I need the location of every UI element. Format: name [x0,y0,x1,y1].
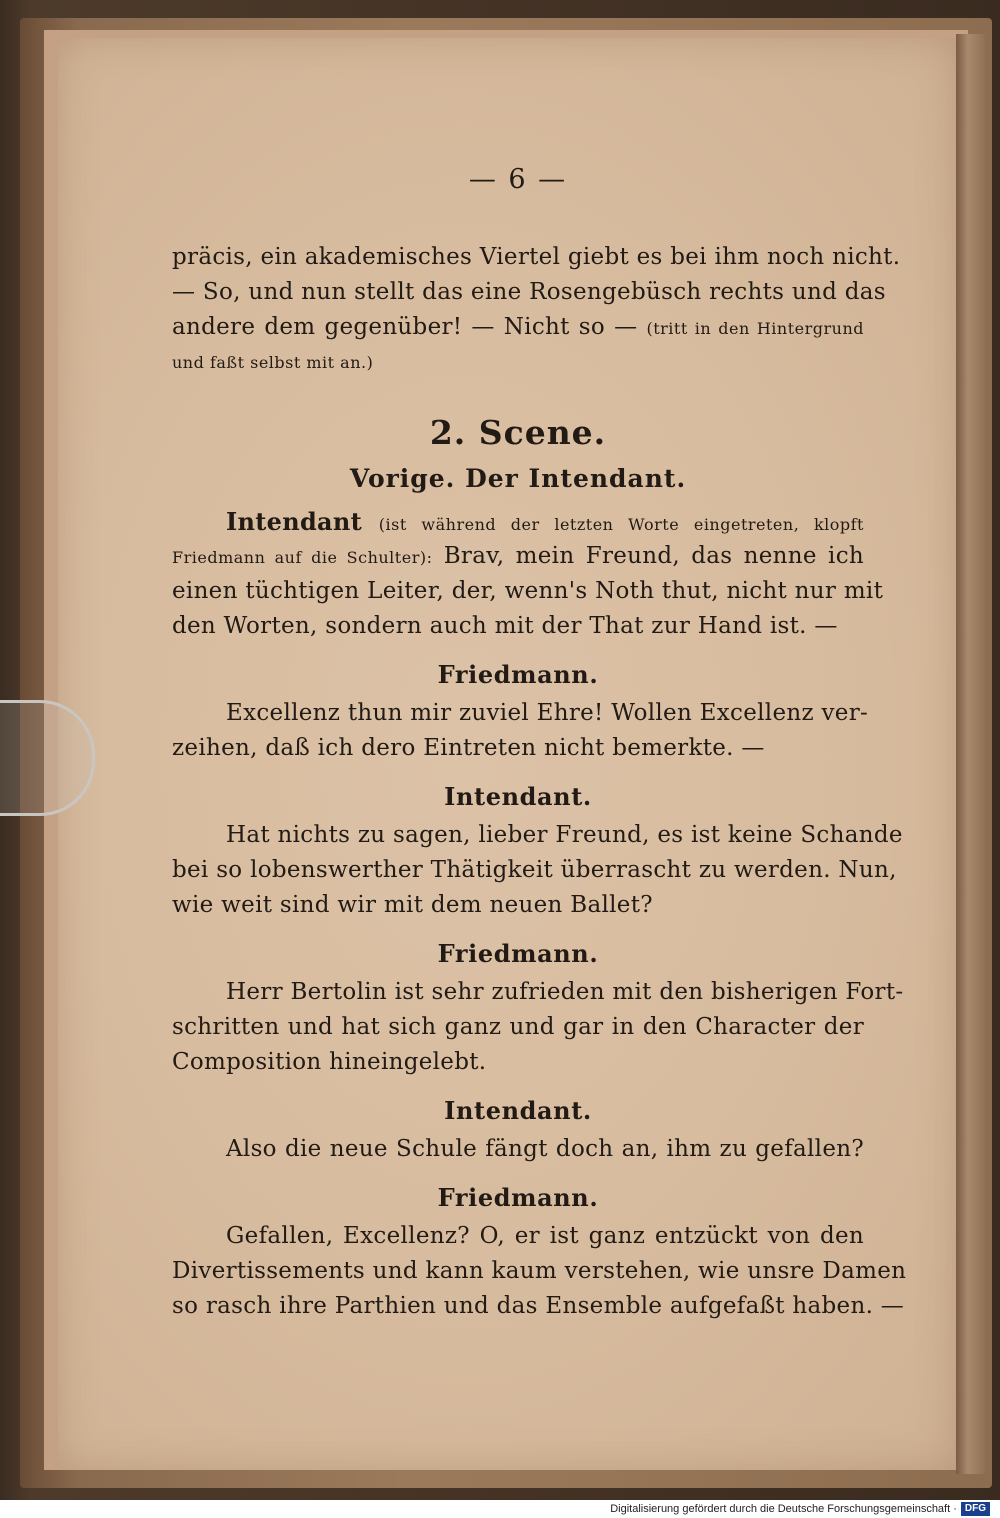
scene-cast: Vorige. Der Intendant. [349,464,687,493]
speaker-heading: Friedmann. [437,660,599,689]
text-line: zeihen, daß ich dero Eintreten nicht bemerkte. — [172,735,765,761]
stage-direction: und faßt selbst mit an.) [172,353,374,372]
speaker-heading: Friedmann. [437,939,599,968]
text-line [172,539,864,574]
text-fragment: andere dem gegenüber! — Nicht so — [172,314,638,340]
text-line: Also die neue Schule fängt doch an, ihm zu gefallen? [226,1136,864,1162]
text-line: so rasch ihre Parthien und das Ensemble aufgefaßt haben. — [172,1293,905,1319]
text-line: den Worten, sondern auch mit der That zur Hand ist. — [172,613,838,639]
text-line: Composition hineingelebt. [172,1049,487,1075]
text-line: einen tüchtigen Leiter, der, wenn's Noth thut, nicht nur mit [172,578,884,604]
text-line: Gefallen, Excellenz? O, er ist ganz entzückt von den [226,1223,864,1249]
text-line: schritten und hat sich ganz und gar in den Character der [172,1014,864,1040]
text-line: Hat nichts zu sagen, lieber Freund, es ist keine Schande [226,822,903,848]
book-spine-edge [956,34,986,1474]
text-line: Herr Bertolin ist sehr zufrieden mit den bisherigen Fort- [226,979,904,1005]
text-line: bei so lobenswerther Thätigkeit überrascht zu werden. Nun, [172,857,897,883]
stage-direction: (tritt in den Hintergrund [646,319,864,338]
speaker-heading: Friedmann. [437,1183,599,1212]
text-line [172,310,864,345]
scene-title: 2. Scene. [429,413,607,452]
footer-text: Digitalisierung gefördert durch die Deutsche Forschungsgemeinschaft · [610,1503,957,1515]
text-line: — So, und nun stellt das eine Rosengebüsch rechts und das [172,279,886,305]
speaker-name: Intendant [226,507,363,536]
text-line: Divertissements und kann kaum verstehen, wie unsre Damen [172,1258,907,1284]
page-content [172,160,907,1324]
speaker-heading: Intendant. [444,1096,592,1125]
stage-direction: Friedmann auf die Schulter): [172,548,433,567]
text-line: Excellenz thun mir zuviel Ehre! Wollen Excellenz ver- [226,700,869,726]
text-fragment: Brav, mein Freund, das nenne ich [443,543,864,569]
stage-direction: (ist während der letzten Worte eingetreten, klopft [378,515,864,534]
text-line: präcis, ein akademisches Viertel giebt es bei ihm noch nicht. [172,244,901,270]
page-number: — 6 — [468,164,568,195]
dfg-logo: DFG [961,1502,990,1516]
text-line [172,504,864,539]
digitization-footer [0,1500,1000,1518]
text-line: wie weit sind wir mit dem neuen Ballet? [172,892,653,918]
speaker-heading: Intendant. [444,782,592,811]
